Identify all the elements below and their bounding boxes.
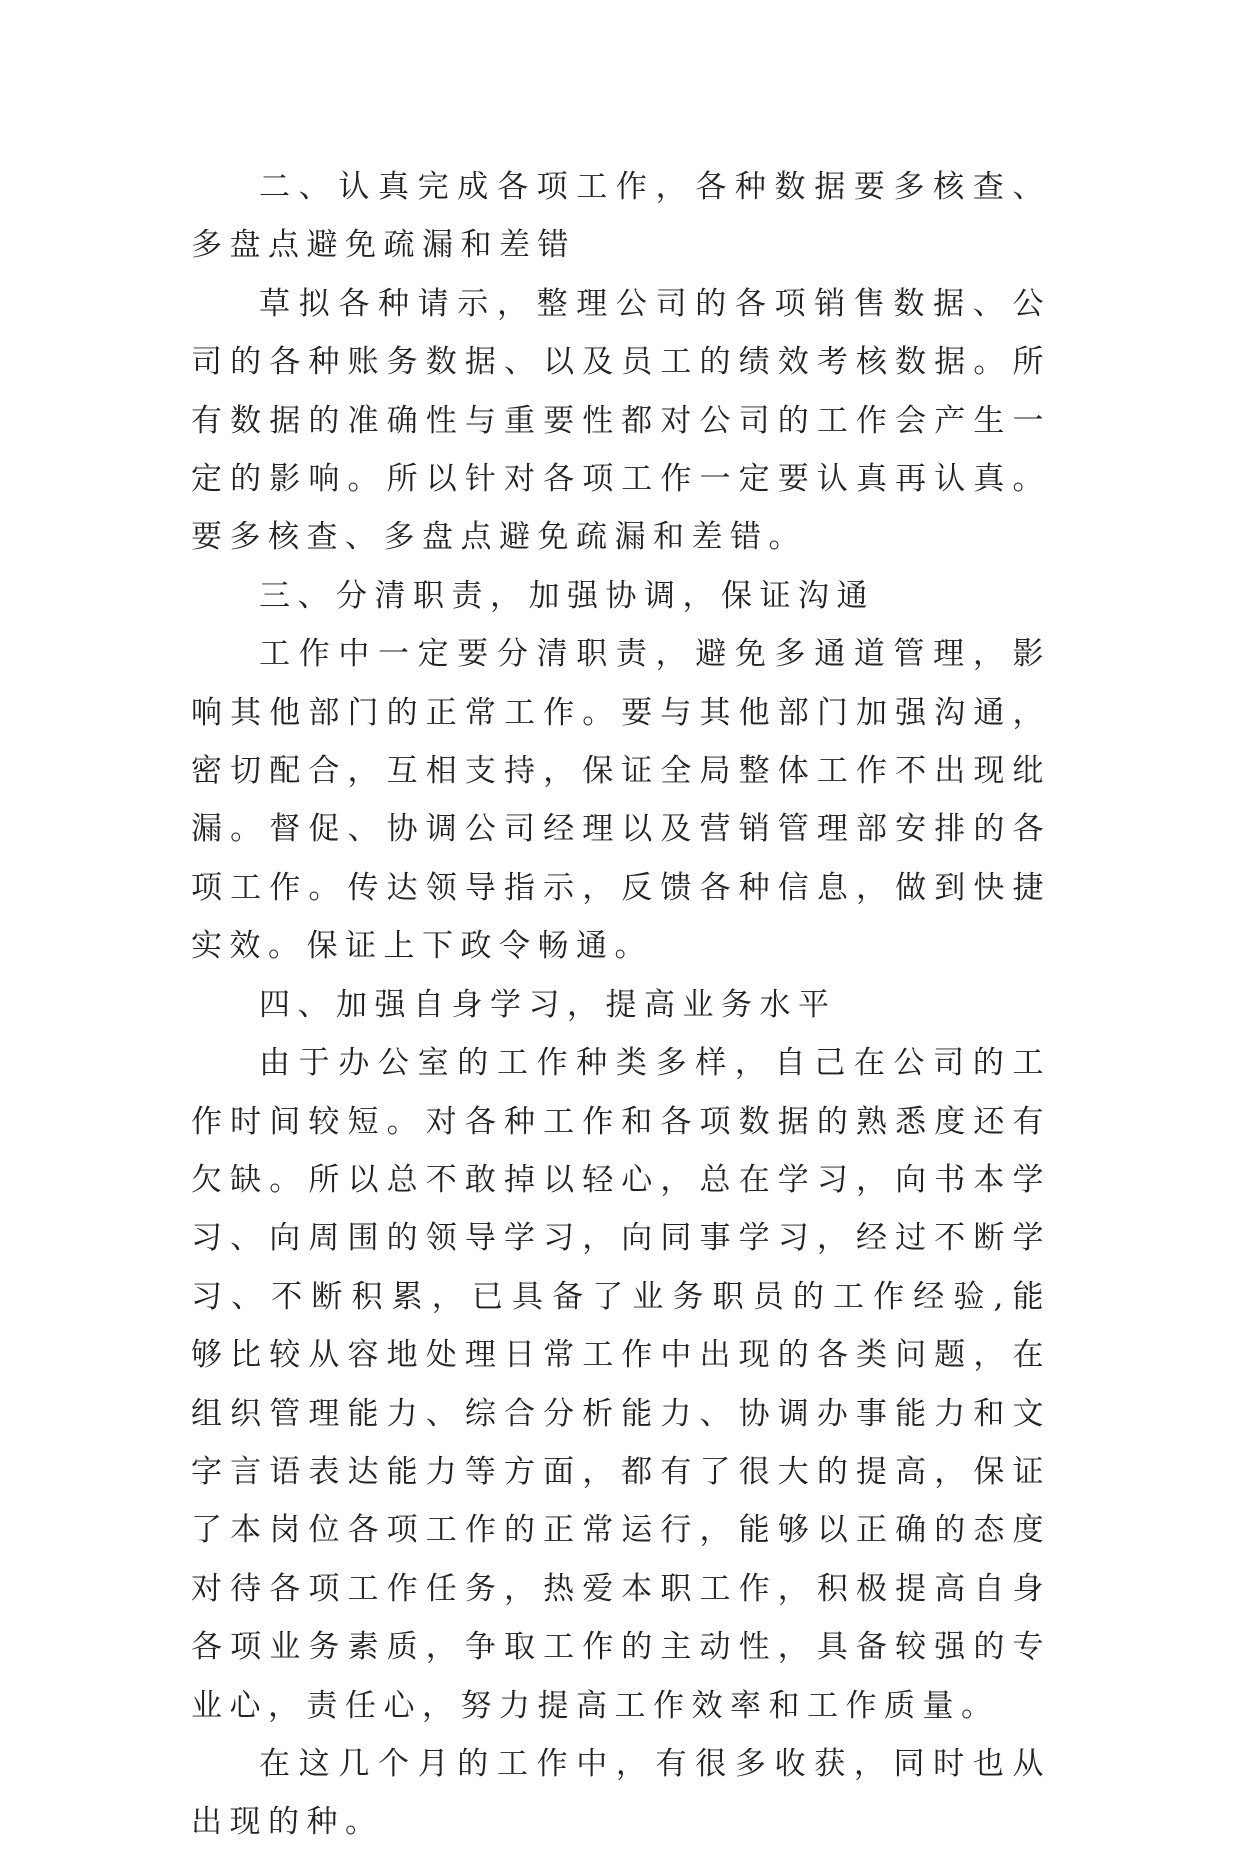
body-paragraph: 在这几个月的工作中，有很多收获，同时也从出现的种。 xyxy=(191,1745,1051,1841)
document-body xyxy=(191,158,1051,1852)
section-heading-2: 二、认真完成各项工作，各种数据要多核查、多盘点避免疏漏和差错 xyxy=(191,169,1051,264)
body-paragraph: 草拟各种请示，整理公司的各项销售数据、公司的各种账务数据、以及员工的绩效考核数据。所有数据的准确性与重要性都对公司的工作会产生一定的影响。所以针对各项工作一定要认真再认真。要多核查、多盘点避免疏漏和差错。 xyxy=(191,285,1051,556)
body-paragraph: 由于办公室的工作种类多样，自己在公司的工作时间较短。对各种工作和各项数据的熟悉度还有欠缺。所以总不敢掉以轻心，总在学习，向书本学习、向周围的领导学习，向同事学习，经过不断学习、不断积累，已具备了业务职员的工作经验,能够比较从容地处理日常工作中出现的各类问题，在组织管理能力、综合分析能力、协调办事能力和文字言语表达能力等方面，都有了很大的提高，保证了本岗位各项工作的正常运行，能够以正确的态度对待各项工作任务，热爱本职工作，积极提高自身各项业务素质，争取工作的主动性，具备较强的专业心，责任心，努力提高工作效率和工作质量。 xyxy=(191,1045,1051,1724)
section-heading-4: 四、加强自身学习，提高业务水平 xyxy=(259,986,837,1023)
body-paragraph: 工作中一定要分清职责，避免多通道管理，影响其他部门的正常工作。要与其他部门加强沟通，密切配合，互相支持，保证全局整体工作不出现纰漏。督促、协调公司经理以及营销管理部安排的各项工作。传达领导指示，反馈各种信息，做到快捷实效。保证上下政令畅通。 xyxy=(191,636,1051,965)
section-heading-3: 三、分清职责，加强协调，保证沟通 xyxy=(259,577,875,614)
